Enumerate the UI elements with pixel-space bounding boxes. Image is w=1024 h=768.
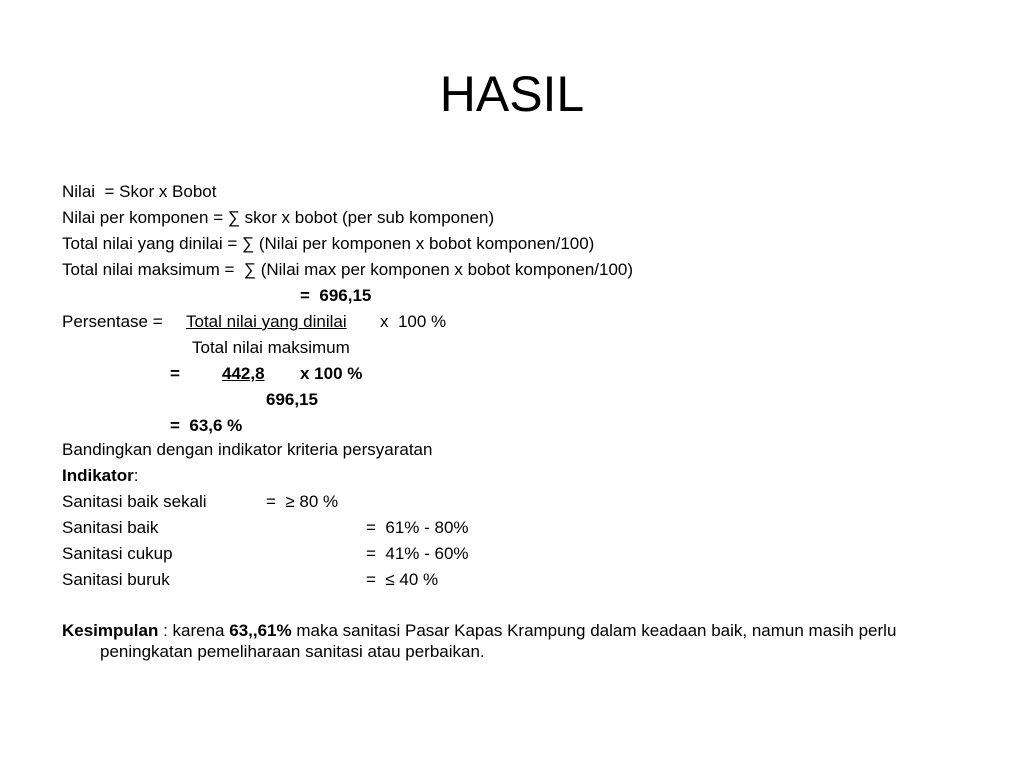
criteria-name: Sanitasi buruk [62,570,170,589]
formula-nilai: Nilai = Skor x Bobot [62,182,217,201]
criteria-name: Sanitasi baik [62,518,159,537]
formula-total-maksimum: Total nilai maksimum = ∑ (Nilai max per komponen x bobot komponen/100) [62,260,634,279]
criteria-value: = ≤ 40 % [366,570,439,589]
persentase-denominator: Total nilai maksimum [192,338,350,357]
criteria-value: = ≥ 80 % [266,492,339,511]
conclusion-text-2: maka sanitasi Pasar Kapas Krampung dalam keadaan baik, namun masih perlu peningkatan pemeliharaan sanitasi atau perbaikan. [100,621,897,661]
compare-text: Bandingkan dengan indikator kriteria persyaratan [62,440,433,459]
conclusion-paragraph [62,620,990,662]
persentase-numerator: Total nilai yang dinilai [186,312,347,331]
value-numerator: 442,8 [222,364,265,383]
criteria-value: = 41% - 60% [366,544,469,563]
criteria-name: Sanitasi cukup [62,544,173,563]
conclusion-value: 63,,61% [229,621,292,640]
persentase-label: Persentase = [62,312,163,331]
indikator-heading [62,464,139,488]
total-maksimum-value: = 696,15 [300,286,372,305]
slide-title: HASIL [439,66,585,122]
conclusion-text-1: : karena [158,621,230,640]
formula-nilai-komponen: Nilai per komponen = ∑ skor x bobot (per sub komponen) [62,208,495,227]
indikator-label: Indikator [62,466,134,485]
indikator-colon: : [133,466,139,485]
times-100: x 100 % [300,364,363,383]
persentase-result: = 63,6 % [170,416,243,435]
criteria-name: Sanitasi baik sekali [62,492,207,511]
conclusion-label: Kesimpulan [62,621,159,640]
value-denominator: 696,15 [266,390,318,409]
formula-total-nilai: Total nilai yang dinilai = ∑ (Nilai per komponen x bobot komponen/100) [62,234,595,253]
persentase-times: x 100 % [380,312,447,331]
criteria-value: = 61% - 80% [366,518,469,537]
equals-sign: = [170,364,180,383]
